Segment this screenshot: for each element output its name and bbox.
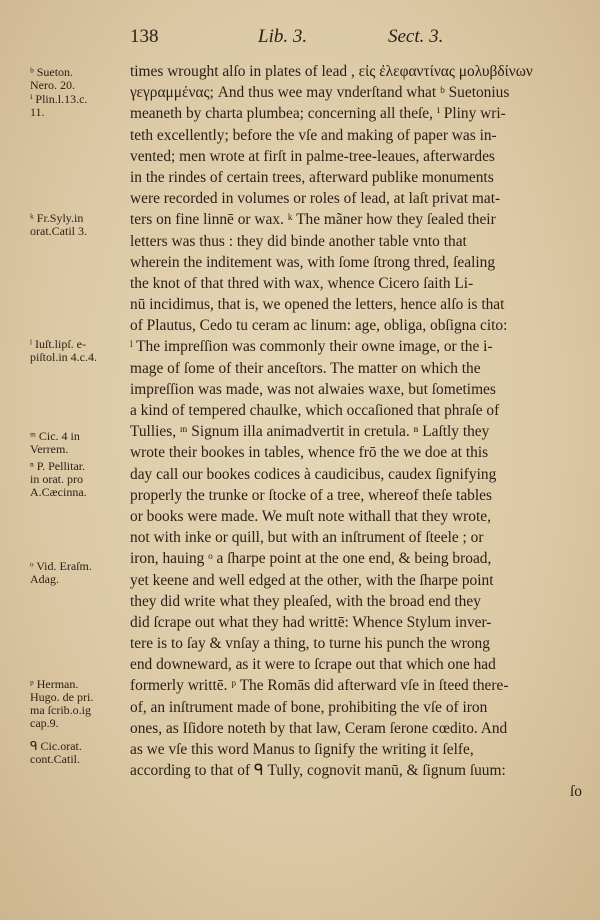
text-line: γεγραμμένας; And thus wee may vnderſtand what ᵇ Suetonius: [130, 84, 510, 102]
text-line: ones, as Iſidore noteth by that law, Ceram ſerone cœdito. And: [130, 719, 508, 737]
text-line: did ſcrape out what they had writtē: Whence Stylum inver-: [130, 613, 492, 631]
text-line: the knot of that thred with wax, whence Cicero ſaith Li-: [130, 274, 474, 292]
text-line: iron, hauing ᵒ a ſharpe point at the one end, & being broad,: [130, 550, 492, 568]
page-number: 138: [130, 26, 159, 47]
text-line: times wrought alſo in plates of lead , εἰς ἐλεφαντίνας μολυβδίνων: [130, 63, 533, 80]
main-text: [130, 61, 582, 803]
text-line: properly the trunke or ſtocke of a tree, whereof theſe tables: [130, 486, 492, 504]
margin-note: ⁱ Plin.l.13.c. 11.: [30, 92, 88, 119]
text-line: teth excellently; before the vſe and making of paper was in-: [130, 126, 497, 144]
text-line: Tullies, ᵐ Signum illa animadvertit in cretula. ⁿ Laſtly they: [130, 423, 490, 441]
section-label: Sect. 3.: [388, 26, 444, 47]
text-line: end downeward, as it were to ſcrape out that which one had: [130, 656, 496, 674]
margin-note: ⁿ P. Pellitar. in orat. pro A.Cæcinna.: [30, 459, 87, 499]
margin-note: ᵐ Cic. 4 in Verrem.: [30, 429, 80, 456]
text-line: impreſſion was made, was not alwaies waxe, but ſometimes: [130, 380, 496, 398]
page-header: [130, 26, 580, 50]
text-line: nū incidimus, that is, we opened the letters, hence alſo is that: [130, 296, 505, 314]
text-line: day call our bookes codices à caudicibus, caudex ſignifying: [130, 465, 497, 483]
margin-note: ᵏ Fr.Syly.in orat.Catil 3.: [30, 211, 87, 238]
text-line: tere is to ſay & vnſay a thing, to turne his punch the wrong: [130, 635, 490, 653]
text-line: they did write what they pleaſed, with the broad end they: [130, 592, 481, 610]
text-line: mage of ſome of their anceſtors. The matter on which the: [130, 359, 481, 377]
text-line: ˡ The impreſſion was commonly their owne image, or the i-: [130, 338, 493, 356]
text-line: vented; men wrote at firſt in palme-tree-leaues, afterwardes: [130, 147, 495, 165]
margin-note: ˡ Iuſt.lipſ. e- piſtol.in 4.c.4.: [30, 337, 97, 364]
text-line: wrote their bookes in tables, whence frō the we doe at this: [130, 444, 489, 462]
text-line: or books were made. We muſt note withall that they wrote,: [130, 507, 491, 525]
text-line: formerly writtē. ᵖ The Romās did afterward vſe in ſteed there-: [130, 677, 509, 695]
text-line: according to that of ᑫ Tully, cognovit manū, & ſignum ſuum:: [130, 762, 506, 780]
text-line: as we vſe this word Manus to ſignify the writing it ſelfe,: [130, 741, 474, 758]
margin-note: ᵒ Vid. Eraſm. Adag.: [30, 559, 92, 586]
catchword: ſo: [570, 783, 582, 801]
margin-note: ᵇ Sueton. Nero. 20.: [30, 65, 75, 92]
text-line: of Plautus, Cedo tu ceram ac linum: age, obliga, obſigna cito:: [130, 317, 508, 335]
margin-note: ᑫ Cic.orat. cont.Catil.: [30, 739, 82, 766]
text-line: wherein the inditement was, with ſome ſtrong thred, ſealing: [130, 253, 496, 271]
text-line: letters was thus : they did binde another table vnto that: [130, 232, 467, 250]
text-line: not with inke or quill, but with an inſtrument of ſteele ; or: [130, 529, 484, 547]
text-line: ters on fine linnē or wax. ᵏ The mãner how they ſealed their: [130, 211, 496, 229]
text-line: in the rindes of certain trees, afterward publike monuments: [130, 168, 494, 186]
text-line: meaneth by charta plumbea; concerning all theſe, ⁱ Pliny wri-: [130, 105, 506, 123]
book-label: Lib. 3.: [258, 26, 308, 47]
text-line: of, an inſtrument made of bone, prohibiting the vſe of iron: [130, 698, 488, 716]
margin-note: ᵖ Herman. Hugo. de pri. ma ſcrib.o.ig cap.9.: [30, 677, 94, 730]
text-line: yet keene and well edged at the other, with the ſharpe point: [130, 571, 494, 589]
text-line: a kind of tempered chaulke, which occaſioned that phraſe of: [130, 402, 500, 419]
text-line: were recorded in volumes or roles of lead, at laſt privat mat-: [130, 190, 501, 208]
